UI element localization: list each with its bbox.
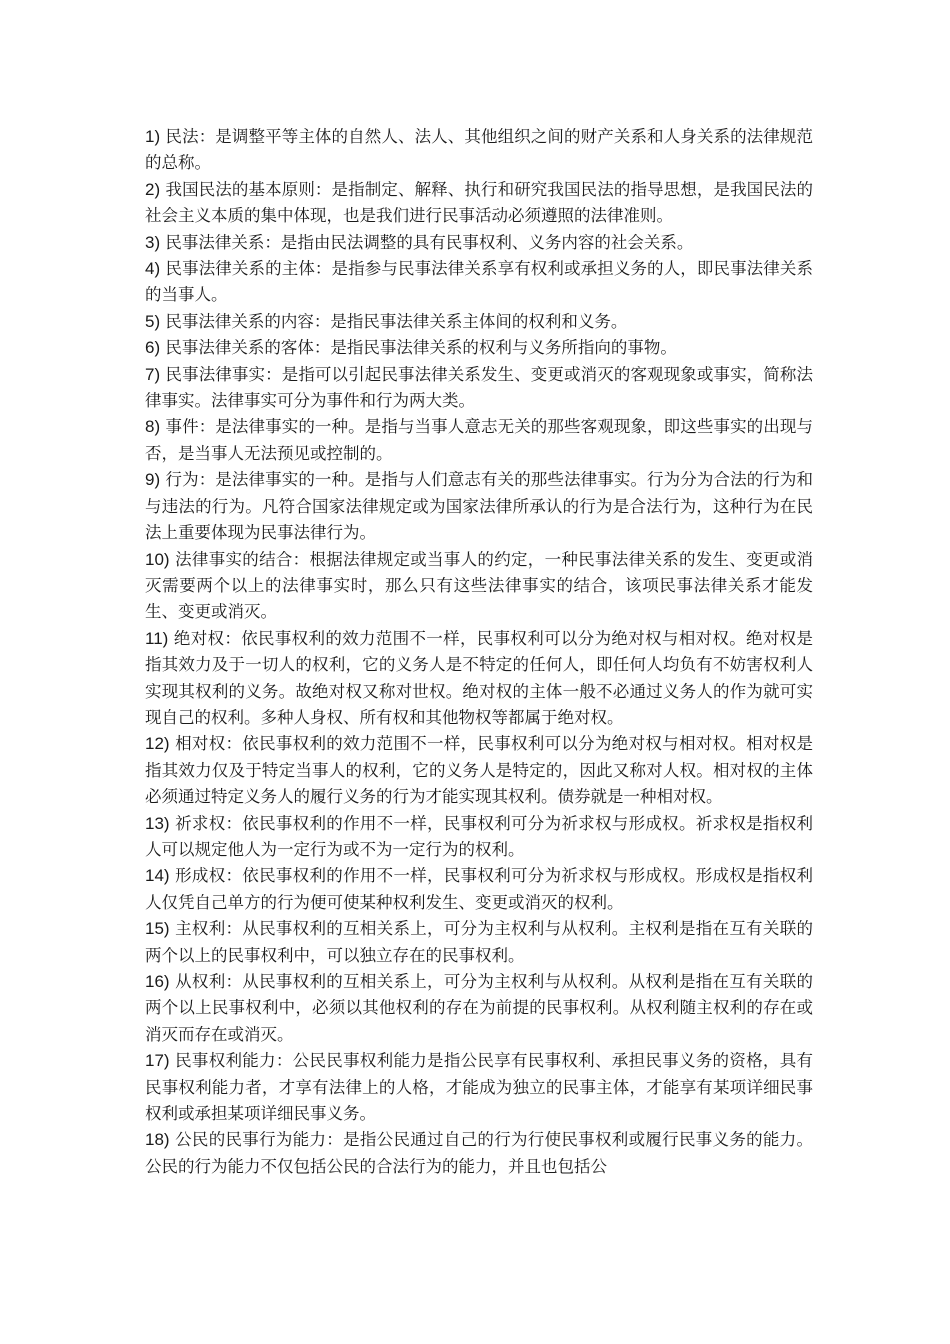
definition-entry — [145, 335, 813, 361]
definition-entry — [145, 969, 813, 1048]
entry-text: 从权利：从民事权利的互相关系上，可分为主权利与从权利。从权利是指在互有关联的两个以上民事权利中，必须以其他权利的存在为前提的民事权利。从权利随主权利的存在或消灭而存在或消灭。 — [145, 972, 814, 1044]
entry-number: 4) — [145, 259, 161, 279]
definition-entry — [145, 626, 813, 732]
definition-entry — [145, 124, 813, 177]
definition-entry — [145, 547, 813, 626]
definition-entry — [145, 309, 813, 335]
definition-entry — [145, 811, 813, 864]
entry-number: 5) — [145, 311, 161, 331]
definition-entry — [145, 916, 813, 969]
entry-number: 2) — [145, 179, 161, 199]
entry-text: 民事权利能力：公民民事权利能力是指公民享有民事权利、承担民事义务的资格，具有民事权利能力者，才享有法律上的人格，才能成为独立的民事主体，才能享有某项详细民事权利或承担某项详细民事义务。 — [145, 1051, 814, 1124]
entry-text: 民事法律关系：是指由民法调整的具有民事权利、义务内容的社会关系。 — [165, 232, 694, 252]
entry-number: 18) — [145, 1130, 170, 1150]
entry-text: 民事法律关系的内容：是指民事法律关系主体间的权利和义务。 — [165, 311, 628, 331]
entry-number: 10) — [145, 549, 170, 569]
entry-text: 祈求权：依民事权利的作用不一样，民事权利可分为祈求权与形成权。祈求权是指权利人可以规定他人为一定行为或不为一定行为的权利。 — [145, 813, 814, 859]
entry-number: 15) — [145, 919, 170, 939]
entry-number: 11) — [145, 628, 169, 648]
entry-number: 6) — [145, 338, 161, 358]
definition-entry — [145, 414, 813, 467]
entry-text: 绝对权：依民事权利的效力范围不一样，民事权利可以分为绝对权与相对权。绝对权是指其效力及于一切人的权利，它的义务人是不特定的任何人，即任何人均负有不妨害权利人实现其权利的义务。故绝对权又称对世权。绝对权的主体一般不必通过义务人的作为就可实现自己的权利。多种人身权、所有权和其他物权等都属于绝对权。 — [145, 628, 814, 727]
definition-entry — [145, 731, 813, 810]
definition-entry — [145, 256, 813, 309]
entry-text: 民法：是调整平等主体的自然人、法人、其他组织之间的财产关系和人身关系的法律规范的总称。 — [145, 127, 814, 173]
definition-entry — [145, 230, 813, 256]
entry-text: 事件：是法律事实的一种。是指与当事人意志无关的那些客观现象，即这些事实的出现与否，是当事人无法预见或控制的。 — [145, 417, 814, 463]
entry-text: 法律事实的结合：根据法律规定或当事人的约定，一种民事法律关系的发生、变更或消灭需要两个以上的法律事实时，那么只有这些法律事实的结合，该项民事法律关系才能发生、变更或消灭。 — [145, 549, 814, 622]
entry-text: 我国民法的基本原则：是指制定、解释、执行和研究我国民法的指导思想，是我国民法的社会主义本质的集中体现，也是我们进行民事活动必须遵照的法律准则。 — [145, 179, 814, 226]
entry-text: 形成权：依民事权利的作用不一样，民事权利可分为祈求权与形成权。形成权是指权利人仅凭自己单方的行为便可使某种权利发生、变更或消灭的权利。 — [145, 866, 814, 912]
entry-text: 公民的民事行为能力：是指公民通过自己的行为行使民事权利或履行民事义务的能力。公民的行为能力不仅包括公民的合法行为的能力，并且也包括公 — [145, 1130, 814, 1176]
definition-entry — [145, 1127, 813, 1180]
definition-entry — [145, 863, 813, 916]
entry-number: 12) — [145, 734, 170, 754]
entry-number: 1) — [145, 127, 161, 146]
entry-number: 9) — [145, 470, 161, 490]
entry-text: 民事法律事实：是指可以引起民事法律关系发生、变更或消灭的客观现象或事实，简称法律事实。法律事实可分为事件和行为两大类。 — [145, 364, 814, 411]
definition-entry — [145, 362, 813, 415]
definition-entry — [145, 177, 813, 230]
entry-number: 8) — [145, 417, 161, 437]
entry-text: 民事法律关系的主体：是指参与民事法律关系享有权利或承担义务的人，即民事法律关系的当事人。 — [145, 259, 814, 305]
entry-number: 17) — [145, 1051, 170, 1071]
entry-text: 行为：是法律事实的一种。是指与人们意志有关的那些法律事实。行为分为合法的行为和与违法的行为。凡符合国家法律规定或为国家法律所承认的行为是合法行为，这种行为在民法上重要体现为民事法律行为。 — [145, 470, 814, 543]
definitions-list — [145, 124, 813, 1180]
entry-number: 16) — [145, 972, 170, 991]
entry-number: 7) — [145, 364, 161, 384]
entry-text: 民事法律关系的客体：是指民事法律关系的权利与义务所指向的事物。 — [165, 338, 677, 358]
entry-text: 主权利：从民事权利的互相关系上，可分为主权利与从权利。主权利是指在互有关联的两个以上的民事权利中，可以独立存在的民事权利。 — [145, 919, 814, 965]
entry-number: 3) — [145, 232, 161, 252]
entry-number: 13) — [145, 813, 170, 833]
definition-entry — [145, 467, 813, 546]
entry-number: 14) — [145, 866, 170, 886]
definition-entry — [145, 1048, 813, 1127]
entry-text: 相对权：依民事权利的效力范围不一样，民事权利可以分为绝对权与相对权。相对权是指其效力仅及于特定当事人的权利，它的义务人是特定的，因此又称对人权。相对权的主体必须通过特定义务人的履行义务的行为才能实现其权利。债券就是一种相对权。 — [145, 734, 814, 807]
